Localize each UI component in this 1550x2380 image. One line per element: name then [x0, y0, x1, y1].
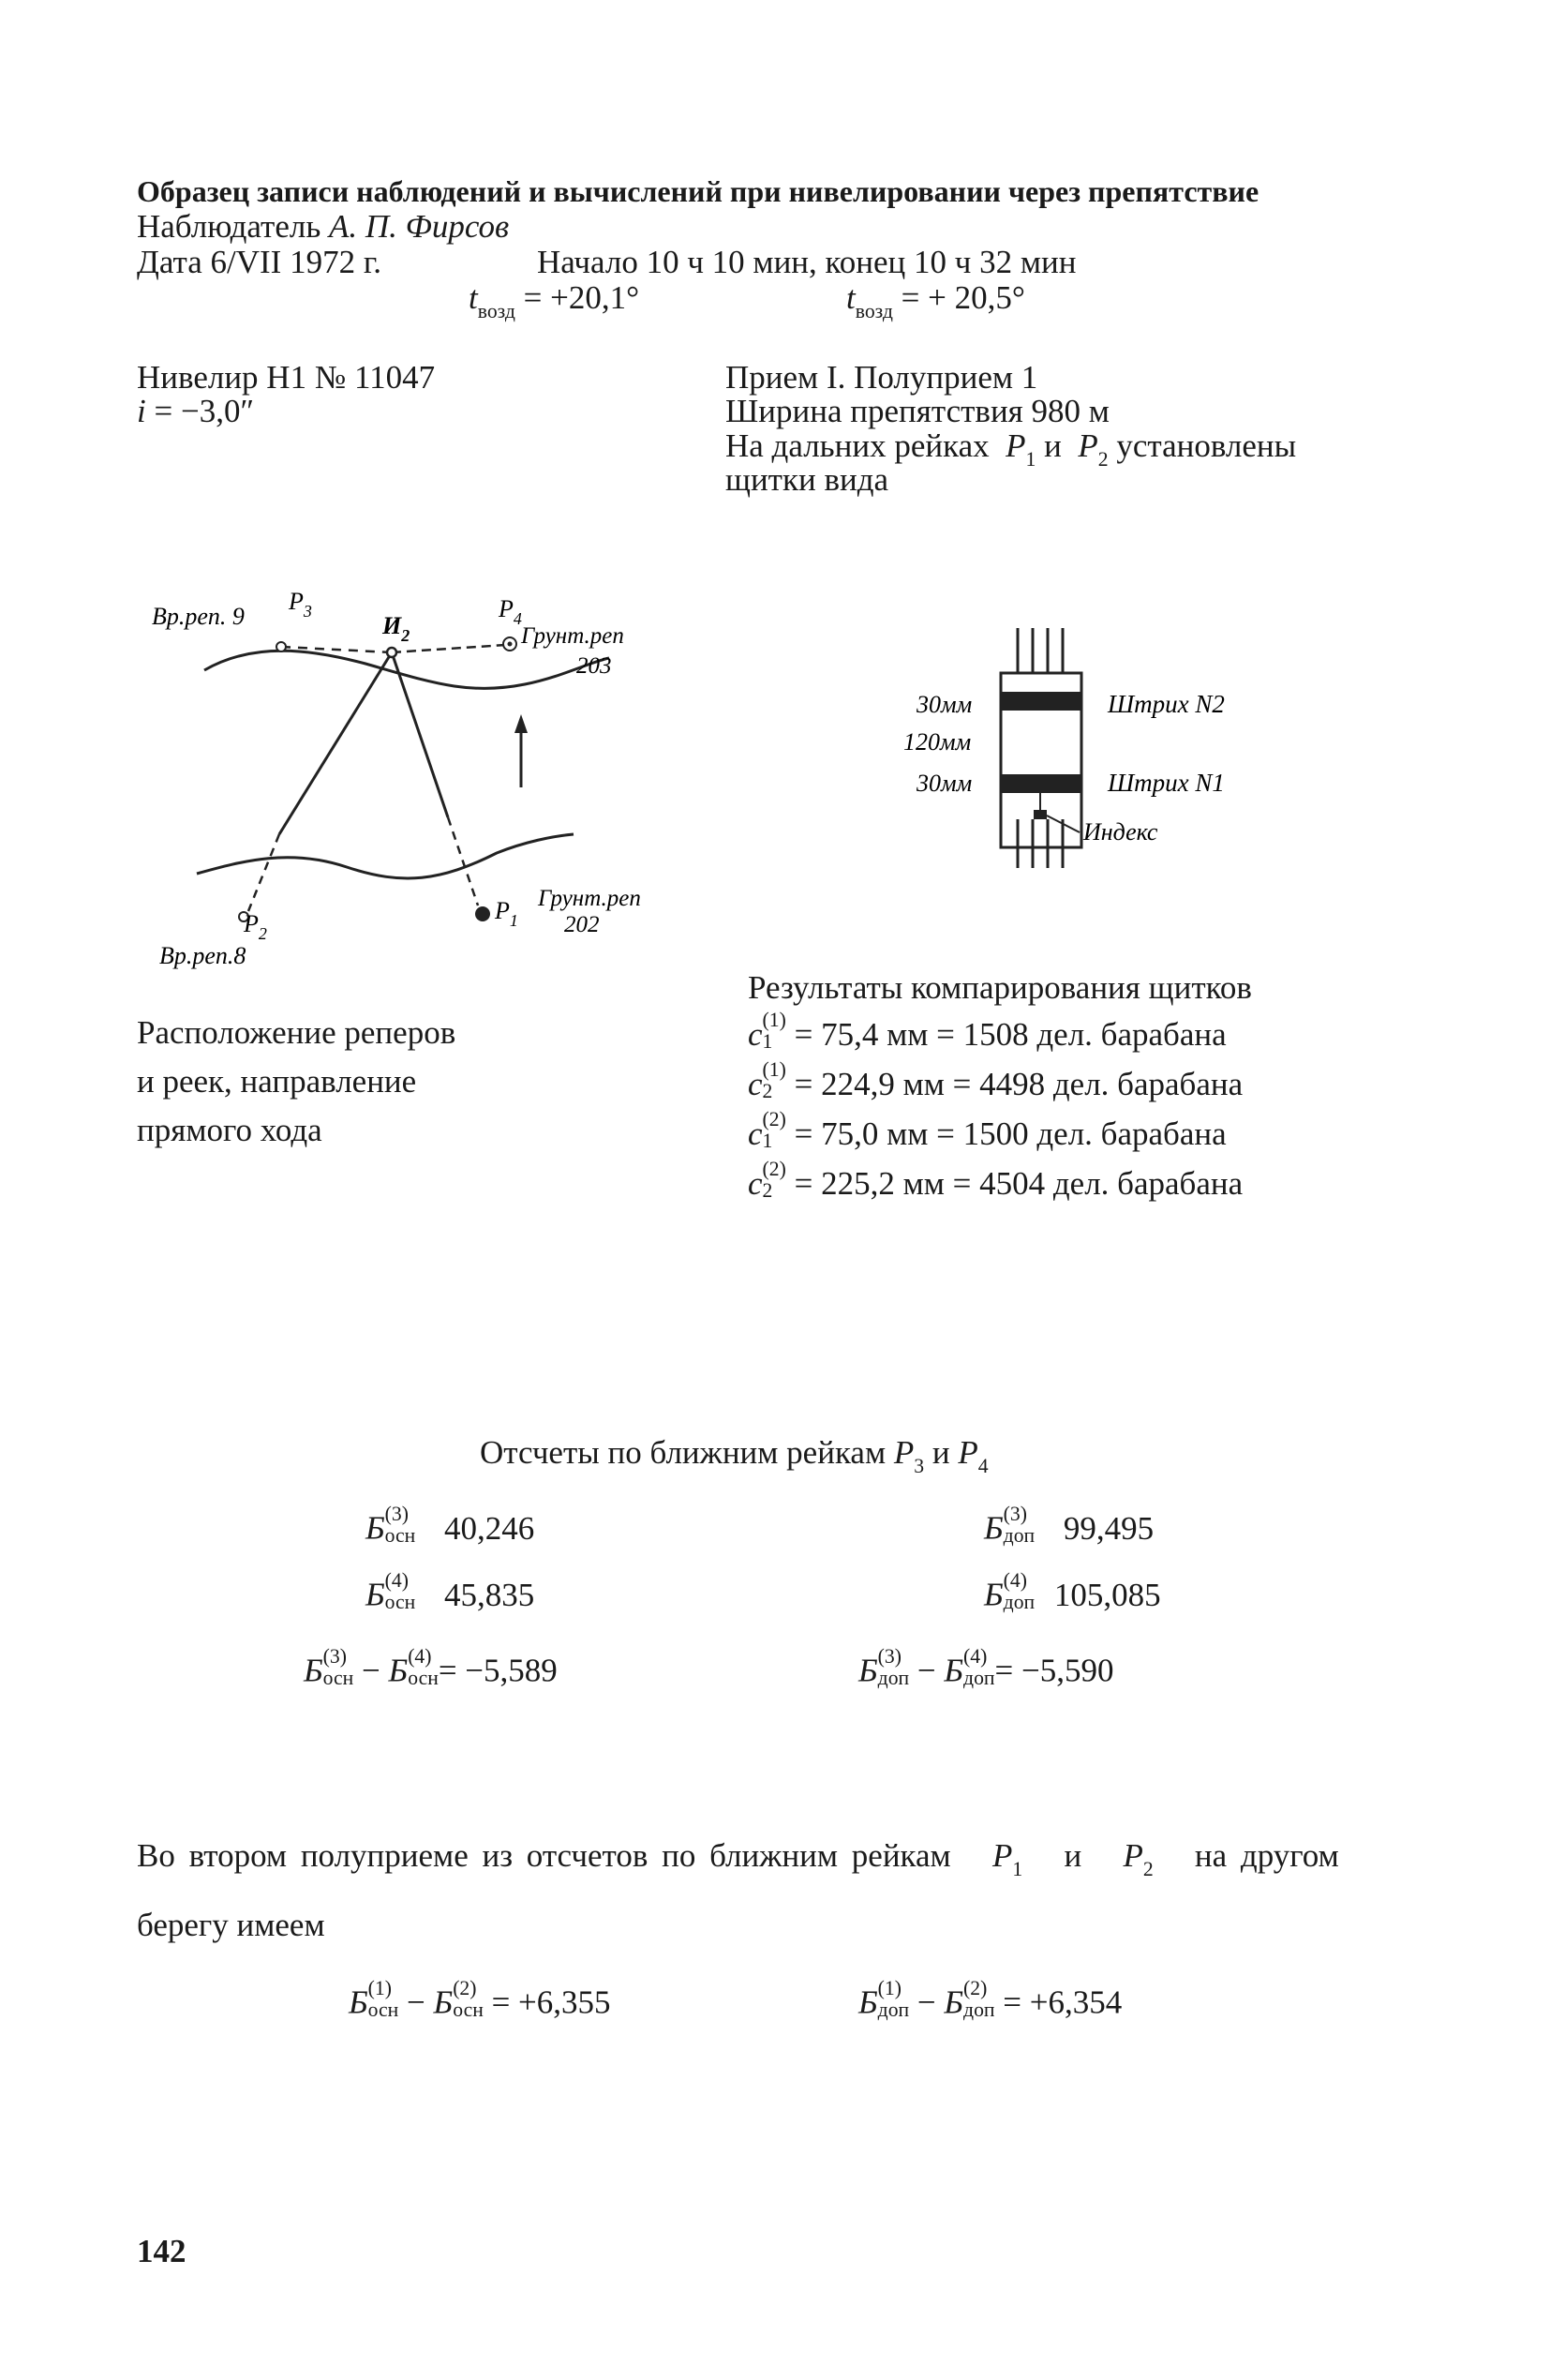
benchmark-layout-diagram	[131, 562, 693, 975]
stroke-2-band	[1001, 692, 1081, 711]
date-line: Дата 6/VII 1972 г.	[137, 244, 381, 280]
label-grunt-202-title: Грунт.реп	[538, 886, 641, 911]
second-half-dop-difference: Б (1) доп − Б (2) доп = +6,354	[858, 1977, 1123, 2021]
label-i2: $И_2$	[382, 612, 410, 645]
air-temp-end: $t_{возд}$ = + 20,5°	[846, 279, 1025, 322]
reception-line-2: Ширина препятствия 980 м	[725, 393, 1110, 429]
dim-mid-label: 120мм	[903, 728, 972, 756]
comparison-title: Результаты компарирования щитков	[748, 969, 1252, 1006]
second-half-line-2: берегу имеем	[137, 1907, 325, 1943]
osn-difference: Б (3) осн − Б (4) осн = −5,589	[304, 1645, 558, 1689]
observer-name: А. П. Фирсов	[329, 208, 510, 245]
dim-bot-label: 30мм	[917, 770, 973, 797]
page-number: 142	[137, 2233, 186, 2269]
instrument-point	[387, 648, 396, 657]
dop-difference: Б (3) доп − Б (4) доп = −5,590	[858, 1645, 1114, 1689]
label-p4: $P_4$	[499, 595, 522, 628]
label-p1: $P_1$	[495, 897, 518, 930]
diagram-caption: Расположение реперов и реек, направление прямого хода	[137, 1014, 456, 1148]
near-readings-title: Отсчеты по ближним рейкам $P_3$ и $P_4$	[480, 1434, 989, 1477]
reception-line-4: щитки вида	[725, 461, 889, 498]
time-line: Начало 10 ч 10 мин, конец 10 ч 32 мин	[537, 244, 1077, 280]
near-bank-line	[197, 834, 574, 878]
reception-line-1: Прием I. Полуприем 1	[725, 359, 1038, 396]
label-vr-rep-8: Вр.реп.8	[159, 942, 246, 969]
shield-diagram	[900, 619, 1293, 872]
second-half-line-1: Во втором полуприеме из отсчетов по ближним рейкам $P_1$ и $P_2$ на другом	[137, 1837, 1339, 1880]
page-title: Образец записи наблюдений и вычислений при нивелировании через препятствие	[137, 174, 1259, 208]
benchmark-202-marker	[475, 906, 490, 921]
comparison-results	[748, 1010, 1243, 1208]
rod-top	[1018, 628, 1063, 673]
label-vr-rep-9: Вр.реп. 9	[152, 603, 245, 630]
label-grunt-202-number: 202	[564, 912, 600, 937]
index-mark	[1034, 810, 1047, 819]
comparison-row: c (2) 1 = 75,0 мм = 1500 дел. барабана	[748, 1108, 1227, 1153]
comparison-row: c (2) 2 = 225,2 мм = 4504 дел. барабана	[748, 1158, 1244, 1203]
label-p3: $P_3$	[289, 588, 312, 621]
index-label: Индекс	[1083, 818, 1158, 846]
sight-line-to-p1	[392, 652, 448, 817]
dim-top-label: 30мм	[917, 691, 973, 718]
comparison-row: c (1) 1 = 75,4 мм = 1508 дел. барабана	[748, 1009, 1227, 1054]
label-grunt-203-number: 203	[576, 653, 612, 679]
observer-label: Наблюдатель	[137, 208, 321, 245]
sight-line-p4	[392, 645, 506, 652]
dop-reading-4: Б (4) доп 105,085	[984, 1569, 1161, 1613]
far-bank-line	[204, 651, 609, 688]
sight-line-to-p2	[279, 652, 392, 834]
label-grunt-203-title: Грунт.реп	[521, 623, 624, 649]
benchmark-203-dot	[508, 642, 513, 647]
i-angle: i = −3,0″	[137, 393, 255, 429]
level-instrument: Нивелир Н1 № 11047	[137, 359, 436, 396]
stroke-2-label: Штрих N2	[1108, 690, 1225, 718]
air-temp-start: $t_{возд} = +20,1^\circ$	[469, 279, 640, 322]
stroke-1-label: Штрих N1	[1108, 769, 1225, 797]
second-half-osn-difference: Б (1) осн − Б (2) осн = +6,355	[349, 1977, 611, 2021]
sight-line-to-p2-dash	[248, 834, 279, 911]
osn-reading-3: Б (3) осн 40,246	[365, 1503, 535, 1547]
osn-reading-4: Б (4) осн 45,835	[365, 1569, 535, 1613]
dop-reading-3: Б (3) доп 99,495	[984, 1503, 1155, 1547]
comparison-row: c (1) 2 = 224,9 мм = 4498 дел. барабана	[748, 1058, 1244, 1103]
sight-line-to-p1-dash	[448, 817, 478, 906]
direction-arrow-icon	[514, 714, 528, 733]
label-p2: $P_2$	[244, 910, 267, 943]
reception-line-3: На дальних рейках $P_1$ и $P_2$ установлены	[725, 427, 1297, 471]
benchmark-9-marker	[276, 642, 286, 651]
stroke-1-band	[1001, 774, 1081, 793]
observer-line	[137, 208, 509, 246]
